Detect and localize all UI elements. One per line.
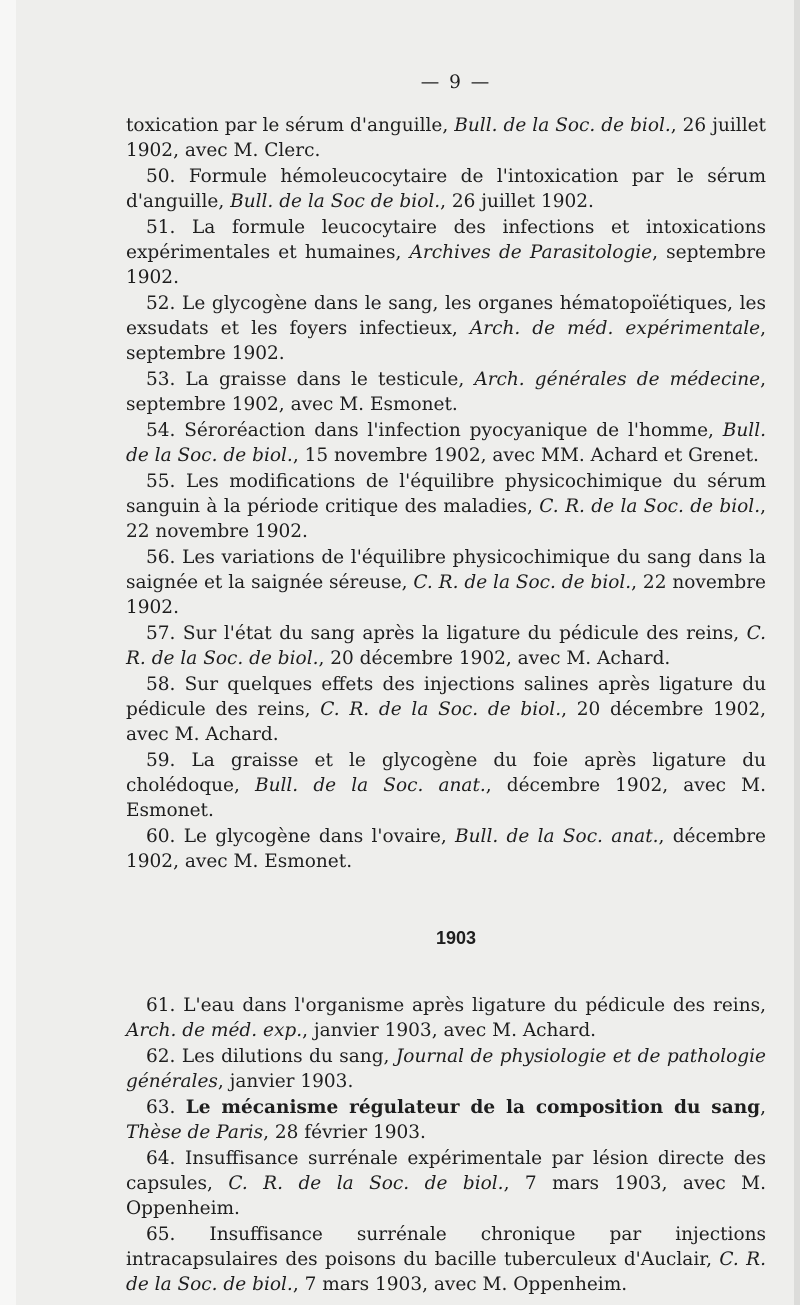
entry-text: , 26 juillet 1902. (440, 191, 594, 212)
bibliography-entry-52 (126, 291, 766, 366)
citation-source: Bull. de la Soc de biol. (230, 191, 441, 212)
bibliography-entry-50 (126, 164, 766, 214)
citation-source: Journal de physiologie et de pathologie générales (126, 1046, 766, 1092)
citation-source: Bull. de la Soc. de biol. (454, 115, 671, 136)
entry-text: toxication par le sérum d'anguille, (126, 115, 455, 136)
bibliography-entry-61 (126, 993, 766, 1043)
entry-text: , janvier 1903. (217, 1071, 354, 1092)
page-number: — 9 — (420, 72, 492, 93)
entry-text: , janvier 1903, avec M. Achard. (302, 1020, 597, 1041)
entry-text: 61. L'eau dans l'organisme après ligature du pédicule des reins, (146, 995, 766, 1016)
entry-text: 59. La graisse et le glycogène du foie après ligature du cholédoque, (126, 750, 766, 796)
citation-source: C. R. de la Soc. de biol. (539, 496, 761, 517)
entry-text: , 26 juillet 1902, avec M. Clerc. (126, 115, 766, 161)
entry-text: , 22 novembre 1902. (126, 572, 766, 618)
bibliography-entry-58 (126, 672, 766, 747)
bibliography-entry-64 (126, 1146, 766, 1221)
section-year-heading: 1903 (435, 928, 477, 948)
bibliography-list-1902 (126, 113, 766, 874)
entry-text: , 7 mars 1903, avec M. Oppenheim. (126, 1173, 766, 1219)
citation-source: C. R. de la Soc. de biol. (126, 1249, 766, 1295)
entry-text: 62. Les dilutions du sang, (146, 1046, 396, 1067)
entry-text: 51. La formule leucocytaire des infections et intoxications expérimentales et humaines, (126, 217, 766, 263)
entry-text: , 20 décembre 1902, avec M. Achard. (318, 648, 671, 669)
entry-text: , 15 novembre 1902, avec MM. Achard et Grenet. (292, 445, 759, 466)
bibliography-entry-63 (126, 1095, 766, 1145)
citation-source: Bull. de la Soc. de biol. (126, 420, 766, 466)
entry-text: 57. Sur l'état du sang après la ligature du pédicule des reins, (146, 623, 747, 644)
citation-source: Bull. de la Soc. anat. (254, 775, 486, 796)
entry-text: , 22 novembre 1902. (126, 496, 766, 542)
bibliography-entry-51 (126, 215, 766, 290)
citation-source: Arch. générales de médecine (474, 369, 761, 390)
entry-text: 63. (146, 1097, 186, 1118)
entry-text: , décembre 1902, avec M. Esmonet. (126, 775, 766, 821)
bibliography-entry-55 (126, 469, 766, 544)
bibliography-entry-cont (126, 113, 766, 163)
bibliography-entry-54 (126, 418, 766, 468)
entry-text: 64. Insuffisance surrénale expérimentale par lésion directe des capsules, (126, 1148, 766, 1194)
bibliography-entry-60 (126, 824, 766, 874)
entry-text: , 20 décembre 1902, avec M. Achard. (126, 699, 766, 745)
citation-source: C. R. de la Soc. de biol. (320, 699, 562, 720)
bibliography-entry-65 (126, 1222, 766, 1297)
page-text (126, 70, 766, 1298)
entry-text: , 7 mars 1903, avec M. Oppenheim. (292, 1274, 628, 1295)
citation-source: Thèse de Paris (126, 1122, 264, 1143)
citation-source: C. R. de la Soc. de biol. (228, 1173, 504, 1194)
bibliography-list-1903 (126, 993, 766, 1297)
entry-text: 53. La graisse dans le testicule, (146, 369, 475, 390)
citation-source: Arch. de méd. exp. (126, 1020, 303, 1041)
citation-source: C. R. de la Soc. de biol. (126, 623, 766, 669)
bibliography-entry-56 (126, 545, 766, 620)
entry-text: , septembre 1902. (126, 318, 766, 364)
entry-text: 52. Le glycogène dans le sang, les organes hématopoïétiques, les exsudats et les foyers infectieux, (126, 293, 766, 339)
entry-text: , septembre 1902, avec M. Esmonet. (126, 369, 766, 415)
bibliography-entry-59 (126, 748, 766, 823)
entry-text: , septembre 1902. (126, 242, 767, 288)
thesis-title: Le mécanisme régulateur de la composition du sang (185, 1097, 761, 1118)
entry-text: , 28 février 1903. (263, 1122, 426, 1143)
citation-source: Arch. de méd. expérimentale (469, 318, 761, 339)
entry-text: 56. Les variations de l'équilibre physicochimique du sang dans la saignée et la saignée séreuse, (126, 547, 766, 593)
bibliography-entry-62 (126, 1044, 766, 1094)
entry-text: 55. Les modifications de l'équilibre physicochimique du sérum sanguin à la période critique des maladies, (126, 471, 766, 517)
bibliography-entry-57 (126, 621, 766, 671)
entry-text: , décembre 1902, avec M. Esmonet. (126, 826, 766, 872)
citation-source: C. R. de la Soc. de biol. (413, 572, 632, 593)
bibliography-entry-53 (126, 367, 766, 417)
citation-source: Bull. de la Soc. anat. (455, 826, 659, 847)
entry-text: 60. Le glycogène dans l'ovaire, (146, 826, 456, 847)
entry-text: 54. Séroréaction dans l'infection pyocyanique de l'homme, (146, 420, 723, 441)
entry-text: 58. Sur quelques effets des injections salines après ligature du pédicule des reins, (126, 674, 766, 720)
citation-source: Archives de Parasitologie (409, 242, 653, 263)
entry-text: , (760, 1097, 766, 1118)
entry-text: 50. Formule hémoleucocytaire de l'intoxication par le sérum d'anguille, (126, 166, 766, 212)
entry-text: 65. Insuffisance surrénale chronique par injections intracapsulaires des poisons du bacille tuberculeux d'Auclair, (126, 1224, 766, 1270)
